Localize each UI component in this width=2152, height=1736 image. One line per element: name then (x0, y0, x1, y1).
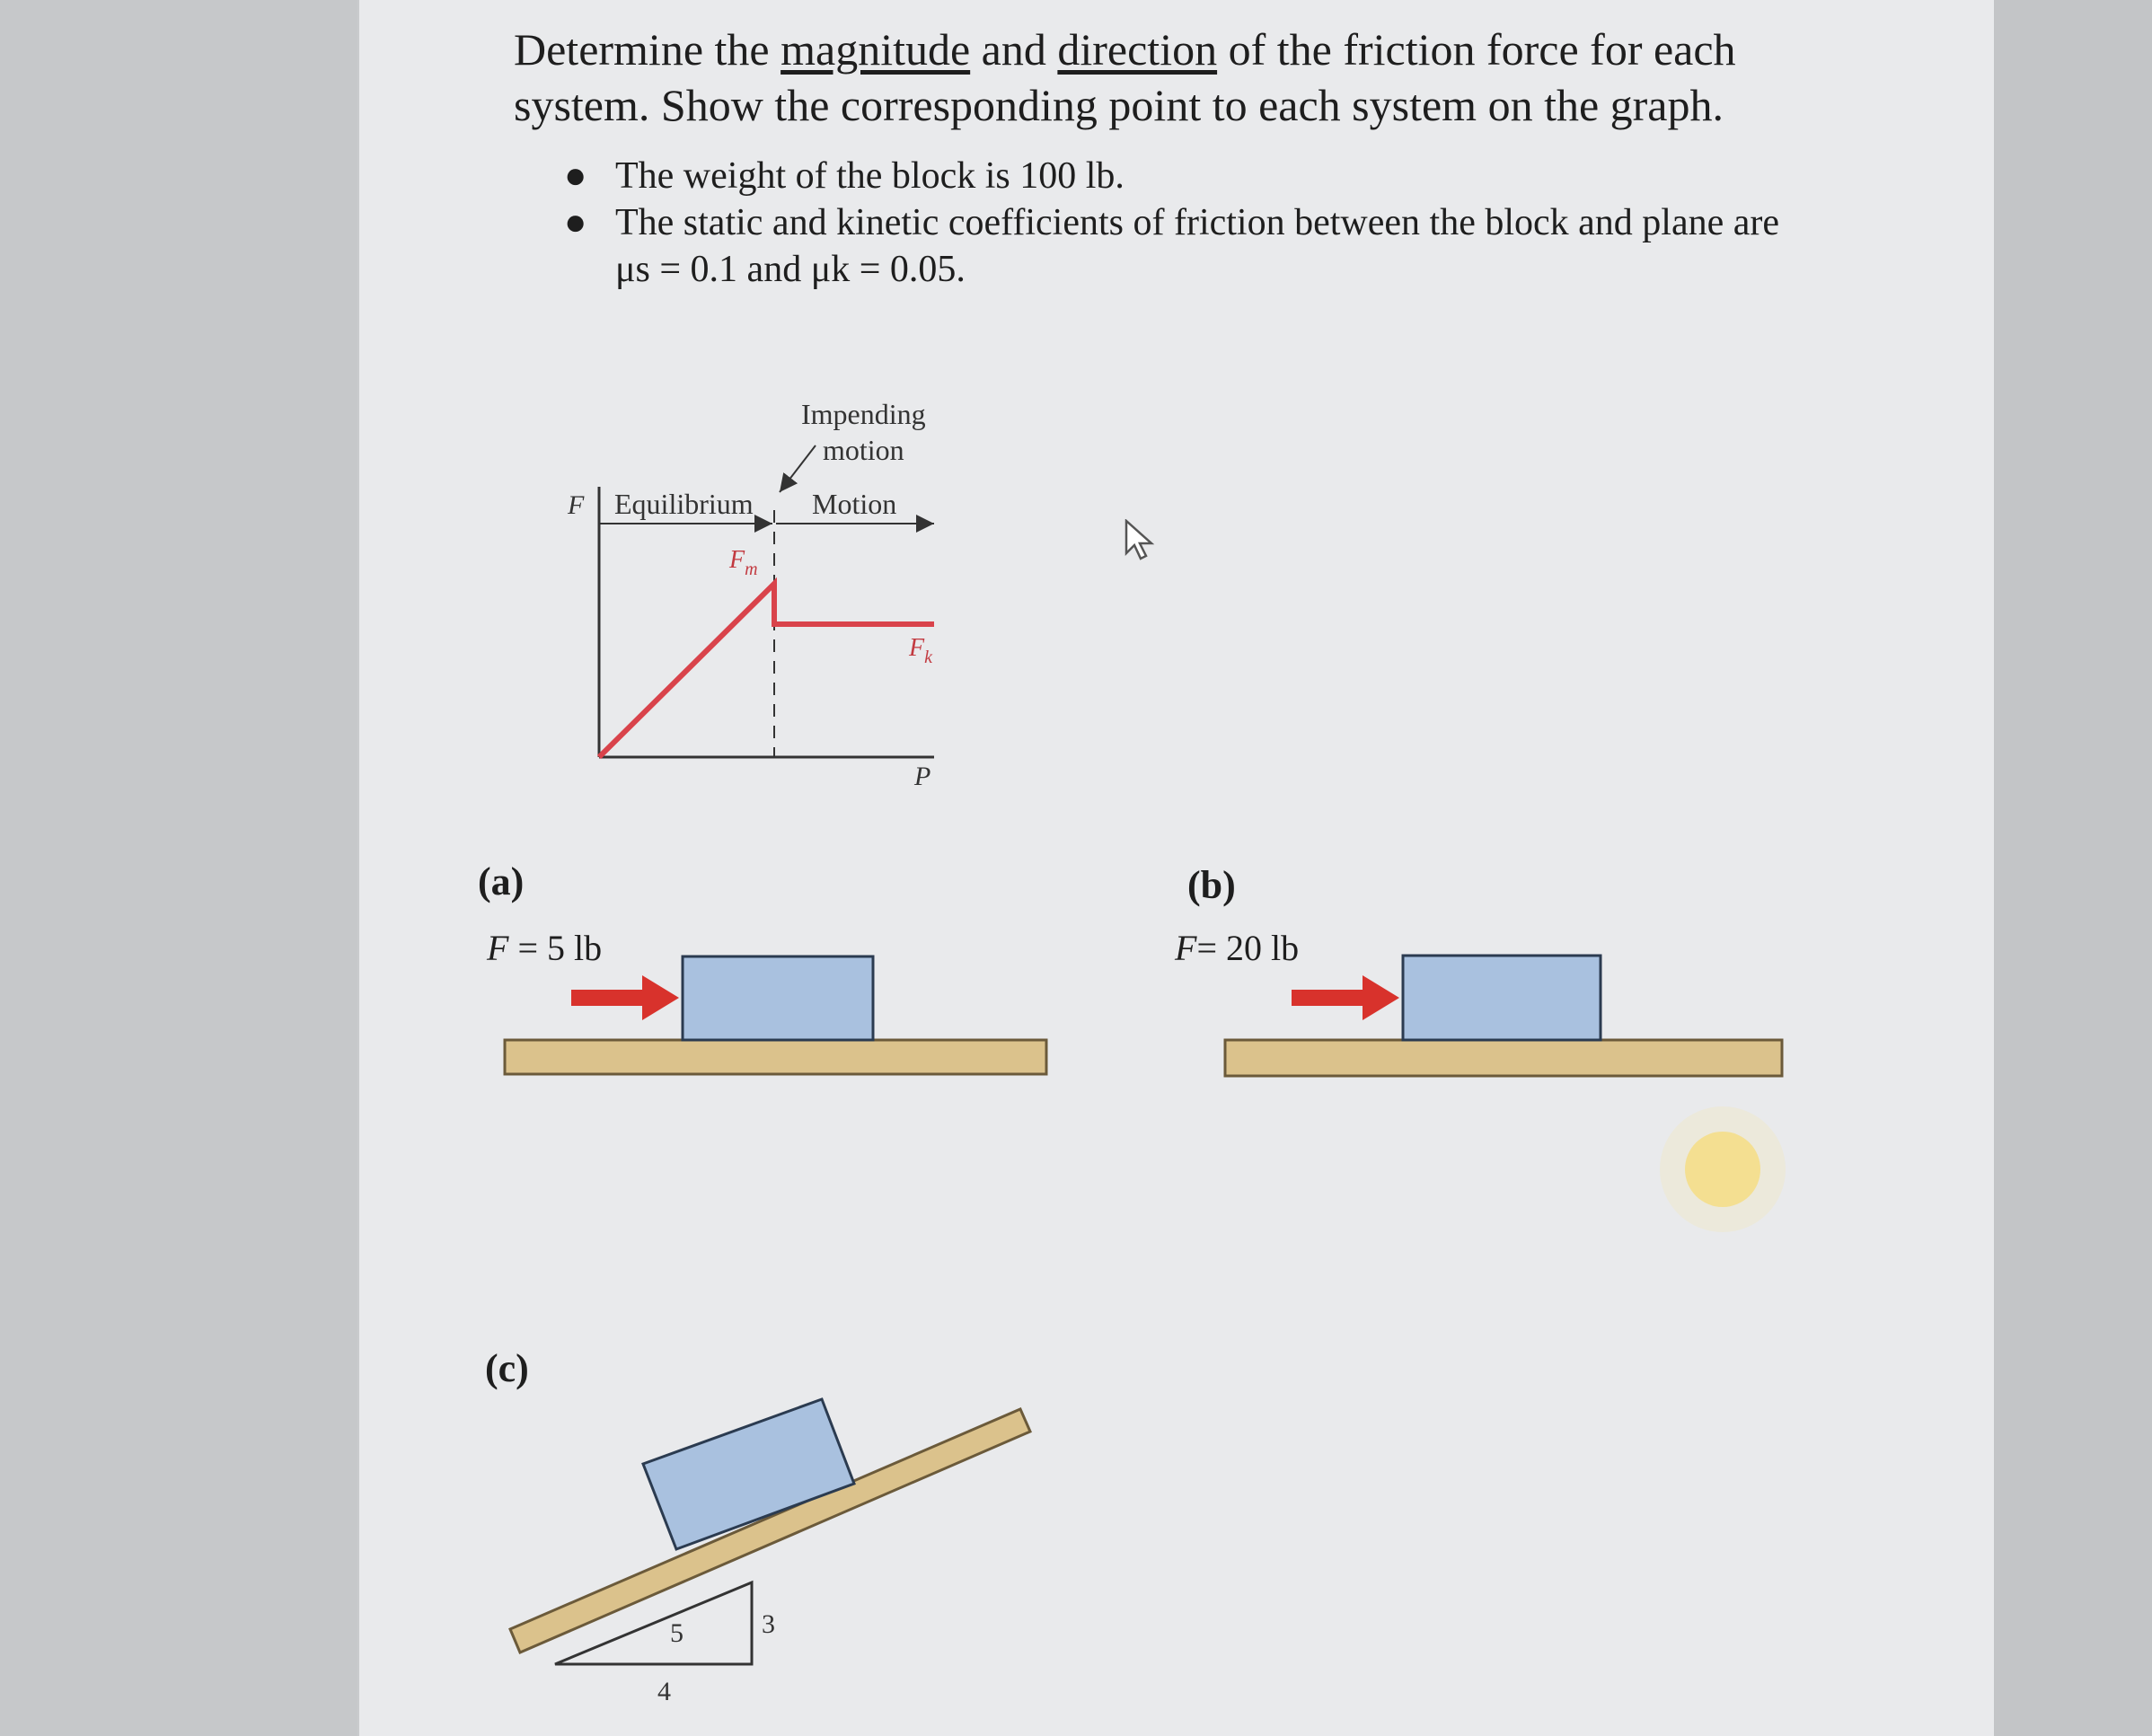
graph-y-label: F (568, 490, 585, 520)
force-label-b: F= 20 lb (1175, 928, 1300, 968)
system-b-diagram (1225, 956, 1782, 1076)
graph-x-label: P (914, 762, 931, 791)
fm-label: $F_m$ (729, 546, 758, 579)
impending-pointer (780, 445, 816, 492)
label-c: (c) (485, 1346, 529, 1390)
equilibrium-label: Equilibrium (614, 488, 754, 520)
label-a: (a) (478, 859, 525, 903)
force-label-a: F = 5 lb (487, 928, 603, 968)
block-a (683, 956, 873, 1040)
underlined-magnitude: magnitude (781, 24, 971, 75)
impending-label: Impending (801, 398, 926, 430)
motion-label: Motion (812, 488, 897, 520)
plane-a (505, 1040, 1046, 1074)
system-c-diagram (510, 1399, 1030, 1706)
impending-label-2: motion (823, 434, 904, 466)
block-b (1403, 956, 1601, 1040)
force-arrow-b-icon (1292, 975, 1399, 1020)
bullet-dot-icon: ● (564, 155, 587, 197)
slope-hyp-label: 5 (670, 1618, 684, 1648)
friction-graph (567, 398, 934, 791)
bullet-dot-icon: ● (564, 202, 587, 243)
bullet-weight: ● The weight of the block is 100 lb. (557, 153, 1814, 199)
slope-run-label: 4 (657, 1677, 671, 1706)
cursor-arrow-icon (1123, 519, 1159, 562)
label-b: (b) (1187, 863, 1236, 907)
underlined-direction: direction (1057, 24, 1218, 75)
plane-b (1225, 1040, 1782, 1076)
problem-statement: Determine the magnitude and direction of the friction force for each system. Show the corresponding point to each system on the graph. (514, 24, 1736, 130)
bullet-coefficients: ● The static and kinetic coefficients of friction between the block and plane are μs = 0.1 and μk = 0.05. (557, 199, 1814, 293)
fk-label: $F_k$ (909, 634, 932, 667)
force-arrow-a-icon (571, 975, 679, 1020)
slope-rise-label: 3 (762, 1609, 775, 1639)
system-a-diagram (505, 956, 1046, 1074)
friction-curve (599, 584, 934, 757)
